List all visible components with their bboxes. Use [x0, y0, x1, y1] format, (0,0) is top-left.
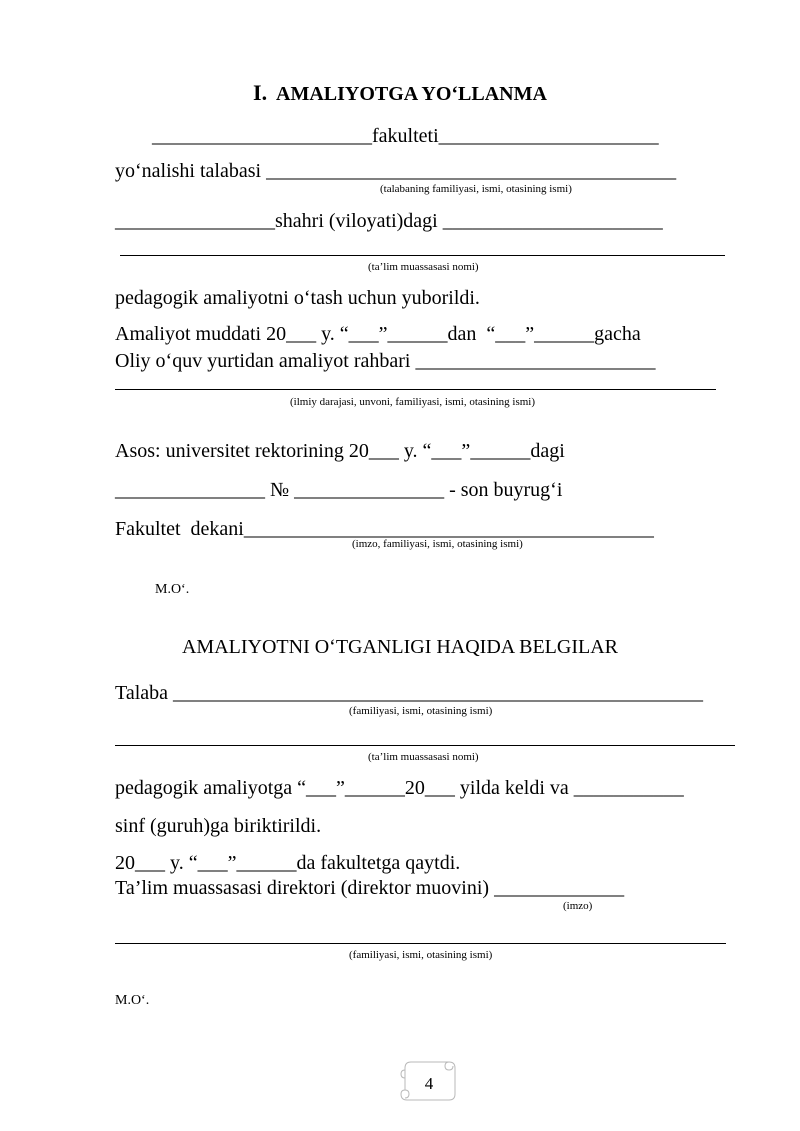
talabasi-line: yo‘nalishi talabasi _________________________________________: [115, 160, 677, 182]
muddati-line: Amaliyot muddati 20___ y. “___”______dan “___”______gacha: [115, 323, 641, 345]
pedagogik-line: pedagogik amaliyotni o‘tash uchun yuborildi.: [115, 287, 480, 309]
dean-caption: (imzo, familiyasi, ismi, otasining ismi): [352, 538, 523, 550]
director-name-blank-line: [115, 943, 726, 944]
sinf-line: sinf (guruh)ga biriktirildi.: [115, 815, 322, 837]
section-title-text: AMALIYOTGA YO‘LLANMA: [276, 83, 547, 105]
institution-blank-line-1: [120, 255, 725, 256]
talaba-line: Talaba _____________________________________________________: [115, 682, 704, 704]
supervisor-caption: (ilmiy darajasi, unvoni, familiyasi, ismi, otasining ismi): [290, 396, 536, 408]
institution-caption-1: (ta’lim muassasasi nomi): [368, 261, 479, 273]
rahbari-line: Oliy o‘quv yurtidan amaliyot rahbari ________________________: [115, 350, 656, 372]
institution-caption-2: (ta’lim muassasasi nomi): [368, 751, 479, 763]
director-name-caption: (familiyasi, ismi, otasining ismi): [349, 949, 493, 961]
page-number: 4: [424, 1074, 434, 1093]
section-title: [0, 80, 800, 106]
institution-blank-line-2: [115, 745, 735, 746]
student-name-caption: (talabaning familiyasi, ismi, otasining ismi): [380, 183, 572, 195]
talaba-caption: (familiyasi, ismi, otasining ismi): [349, 705, 493, 717]
section2-title: AMALIYOTNI O‘TGANLIGI HAQIDA BELGILAR: [181, 636, 619, 658]
asos-line: Asos: universitet rektorining 20___ y. “___”______dagi: [115, 440, 565, 462]
page-number-scroll: [399, 1060, 459, 1106]
supervisor-blank-line: [115, 389, 716, 390]
shahri-line: ________________shahri (viloyati)dagi ______________________: [115, 210, 663, 232]
buyrugi-line: _______________ № _______________ - son buyrug‘i: [115, 479, 563, 501]
fakulteti-line: ______________________fakulteti______________________: [152, 125, 659, 147]
direktor-line: Ta’lim muassasasi direktori (direktor muovini) _____________: [115, 877, 625, 899]
stamp-place-2: M.O‘.: [115, 993, 150, 1008]
section-number: I.: [253, 80, 268, 105]
director-sign-caption: (imzo): [563, 900, 593, 912]
stamp-place-1: M.O‘.: [155, 582, 190, 597]
qaytdi-line: 20___ y. “___”______da fakultetga qaytdi.: [115, 852, 461, 874]
dekani-line: Fakultet dekani_________________________________________: [115, 518, 654, 540]
keldi-line: pedagogik amaliyotga “___”______20___ yilda keldi va ___________: [115, 777, 684, 799]
